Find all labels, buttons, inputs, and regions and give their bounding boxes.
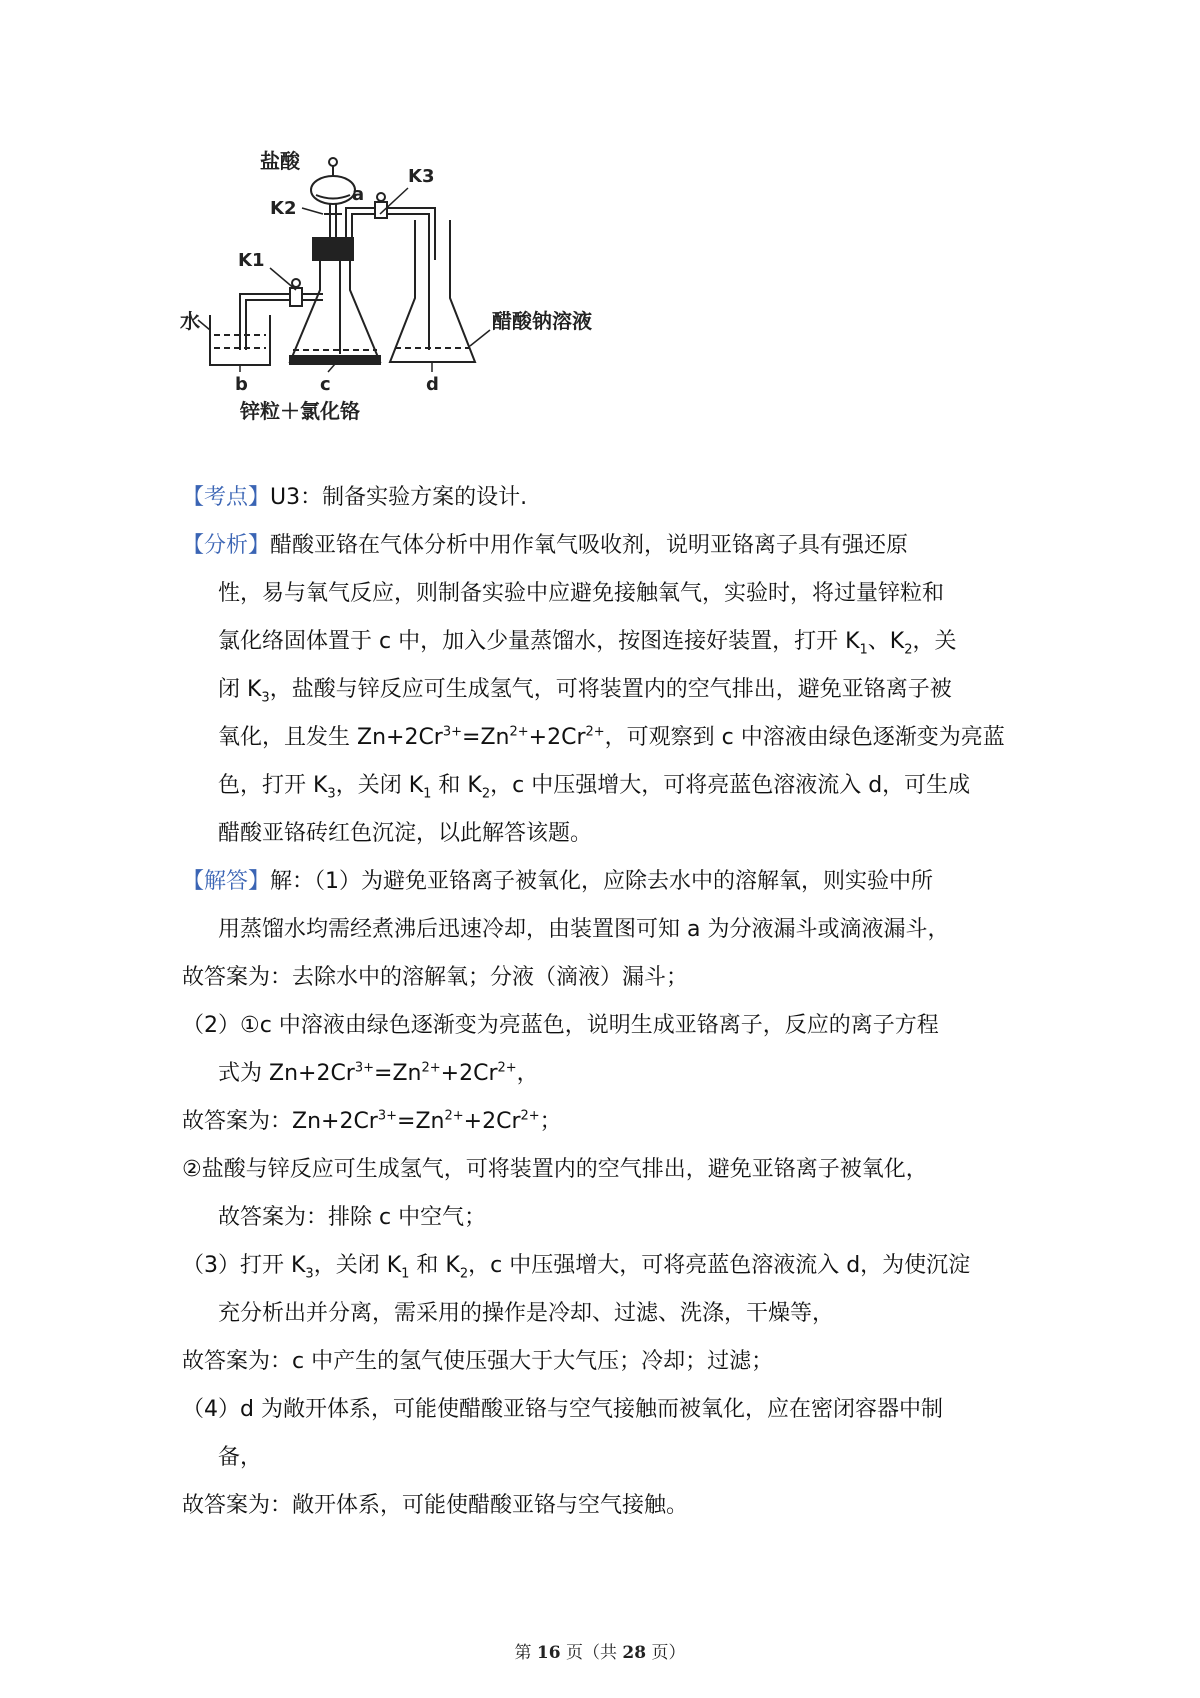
- subscript: 3: [305, 1266, 314, 1282]
- jieda-line: 和 K: [409, 1253, 460, 1278]
- subscript: 3: [261, 690, 270, 706]
- label-hcl: 盐酸: [260, 150, 300, 173]
- jieda-line: 充分析出并分离，需采用的操作是冷却、过滤、洗涤，干燥等，: [218, 1301, 835, 1326]
- page-total: 28: [622, 1643, 647, 1663]
- fenxi-line: ，关闭 K: [335, 773, 424, 798]
- jieda-line: （3）打开 K: [182, 1253, 306, 1278]
- jieda-line: ，关闭 K: [313, 1253, 402, 1278]
- apparatus-diagram: [180, 150, 640, 450]
- subscript: 2: [904, 642, 913, 658]
- superscript: 2+: [444, 1108, 464, 1124]
- jieda-line: 故答案为：c 中产生的氢气使压强大于大气压；冷却；过滤；: [182, 1349, 774, 1374]
- flask-c: [290, 260, 380, 362]
- jieda-line: 故答案为：Zn+2Cr: [182, 1109, 378, 1134]
- fenxi-line: 氧化，且发生 Zn+2Cr: [218, 725, 443, 750]
- label-k3: K3: [408, 166, 435, 187]
- superscript: 2+: [509, 724, 529, 740]
- subscript: 2: [459, 1266, 469, 1282]
- subscript: 3: [327, 786, 336, 802]
- fenxi-line: 、K: [867, 629, 905, 654]
- label-b: b: [235, 374, 248, 395]
- fenxi-line: +2Cr: [528, 725, 586, 750]
- fenxi-line: =Zn: [462, 725, 510, 750]
- fenxi-line: ，c 中压强增大，可将亮蓝色溶液流入 d，可生成: [490, 773, 971, 798]
- jieda-line: （2）①c 中溶液由绿色逐渐变为亮蓝色，说明生成亚铬离子，反应的离子方程: [182, 1013, 939, 1038]
- jieda-line: =Zn: [374, 1061, 422, 1086]
- label-c: c: [320, 374, 331, 395]
- jieda-line: 备，: [218, 1445, 263, 1470]
- fenxi-line: 醋酸亚铬在气体分析中用作氧气吸收剂，说明亚铬离子具有强还原: [270, 533, 909, 558]
- jieda-line: 用蒸馏水均需经煮沸后迅速冷却，由装置图可知 a 为分液漏斗或滴液漏斗，: [218, 917, 950, 942]
- subscript: 1: [423, 786, 432, 802]
- footer-prefix: 第: [514, 1643, 537, 1663]
- jieda-line: 故答案为：排除 c 中空气；: [218, 1205, 487, 1230]
- subscript: 1: [401, 1266, 410, 1282]
- jieda-line: 式为 Zn+2Cr: [218, 1061, 355, 1086]
- jieda-line: ；: [539, 1109, 562, 1134]
- fenxi-line: ，关: [912, 629, 957, 654]
- subscript: 1: [859, 642, 868, 658]
- superscript: 2+: [585, 724, 605, 740]
- label-reagent: 锌粒＋氯化铬: [240, 399, 360, 423]
- fenxi-line: ，可观察到 c 中溶液由绿色逐渐变为亮蓝: [604, 725, 1005, 750]
- jieda-tag: 【解答】: [182, 869, 271, 894]
- jieda-line: =Zn: [397, 1109, 445, 1134]
- fenxi-line: 和 K: [431, 773, 482, 798]
- fenxi-line: 闭 K: [218, 677, 262, 702]
- jieda-line: ，: [516, 1061, 539, 1086]
- jieda-line: ，c 中压强增大，可将亮蓝色溶液流入 d，为使沉淀: [468, 1253, 971, 1278]
- fenxi-section: [182, 522, 1062, 858]
- jieda-line: +2Cr: [440, 1061, 498, 1086]
- label-k1: K1: [238, 250, 265, 271]
- separatory-funnel: [311, 176, 355, 204]
- footer-suffix: 页）: [646, 1643, 686, 1663]
- kaodian-text: U3：制备实验方案的设计.: [270, 485, 528, 510]
- fenxi-line: 性，易与氧气反应，则制备实验中应避免接触氧气，实验时，将过量锌粒和: [218, 581, 945, 606]
- fenxi-line: 氯化络固体置于 c 中，加入少量蒸馏水，按图连接好装置，打开 K: [218, 629, 860, 654]
- page-footer: [0, 1638, 1200, 1663]
- label-water: 水: [180, 309, 200, 333]
- jieda-line: 故答案为：敞开体系，可能使醋酸亚铬与空气接触。: [182, 1493, 689, 1518]
- superscript: 2+: [497, 1060, 517, 1076]
- label-d: d: [426, 374, 439, 395]
- page-number: 16: [536, 1643, 561, 1663]
- jieda-line: 故答案为：去除水中的溶解氧；分液（滴液）漏斗；: [182, 965, 689, 990]
- label-a: a: [352, 184, 365, 205]
- jieda-section: [182, 858, 1062, 1530]
- fenxi-line: ，盐酸与锌反应可生成氢气，可将装置内的空气排出，避免亚铬离子被: [269, 677, 952, 702]
- superscript: 2+: [520, 1108, 540, 1124]
- superscript: 2+: [421, 1060, 441, 1076]
- jieda-line: ②盐酸与锌反应可生成氢气，可将装置内的空气排出，避免亚铬离子被氧化，: [182, 1157, 928, 1182]
- jieda-line: 解：（1）为避免亚铬离子被氧化，应除去水中的溶解氧，则实验中所: [270, 869, 934, 894]
- solution-text: [182, 474, 1062, 1530]
- subscript: 2: [481, 786, 491, 802]
- label-naac: 醋酸钠溶液: [492, 309, 592, 333]
- fenxi-tag: 【分析】: [182, 533, 271, 558]
- kaodian-line: [182, 474, 1062, 522]
- superscript: 3+: [354, 1060, 375, 1076]
- jieda-line: +2Cr: [463, 1109, 521, 1134]
- jieda-line: （4）d 为敞开体系，可能使醋酸亚铬与空气接触而被氧化，应在密闭容器中制: [182, 1397, 943, 1422]
- flask-d: [390, 220, 475, 362]
- superscript: 3+: [377, 1108, 398, 1124]
- label-k2: K2: [270, 198, 297, 219]
- footer-middle: 页（共: [560, 1643, 623, 1663]
- fenxi-line: 醋酸亚铬砖红色沉淀，以此解答该题。: [218, 821, 593, 846]
- fenxi-line: 色，打开 K: [218, 773, 328, 798]
- kaodian-tag: 【考点】: [182, 485, 271, 510]
- superscript: 3+: [442, 724, 463, 740]
